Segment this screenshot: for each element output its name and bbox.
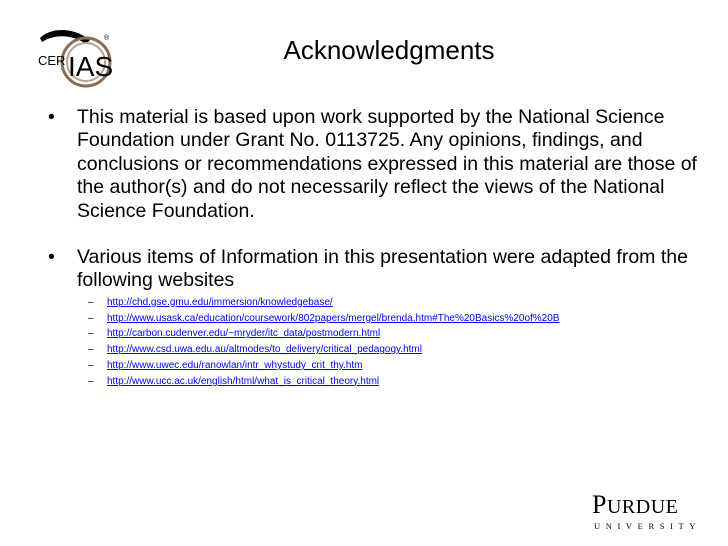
list-item (44, 342, 714, 358)
dash-marker: – (88, 312, 94, 324)
bullet-dot: • (48, 106, 55, 128)
bullet-sources (44, 246, 714, 293)
dash-marker: – (88, 328, 94, 340)
dash-marker: – (88, 375, 94, 387)
logo-text-left: CER (38, 53, 66, 68)
bullet-text: Various items of Information in this presentation were adapted from the following websites (77, 246, 688, 292)
slide-title: Acknowledgments (283, 35, 495, 65)
logo-text-right: IAS (68, 51, 114, 82)
purdue-university-label: UNIVERSITY (594, 521, 701, 531)
list-item (44, 295, 714, 311)
bullet-acknowledgment (44, 106, 714, 223)
purdue-rest: URDUE (606, 496, 679, 518)
source-link[interactable]: http://www.uwec.edu/ranowlan/intr_whystudy_crit_thy.htm (107, 360, 363, 372)
dash-marker: – (88, 344, 94, 356)
source-link-list (44, 295, 714, 390)
purdue-wordmark (592, 490, 678, 522)
list-item (44, 326, 714, 342)
bullet-dot: • (48, 246, 55, 269)
logo-registered-mark: ® (104, 35, 110, 42)
list-item (44, 311, 714, 327)
purdue-initial: P (592, 490, 607, 519)
source-link[interactable]: http://www.csd.uwa.edu.au/altmodes/to_delivery/critical_pedagogy.html (107, 344, 422, 356)
purdue-logo (592, 490, 708, 532)
list-item (44, 374, 714, 390)
source-link[interactable]: http://www.usask.ca/education/coursework/802papers/mergel/brenda.htm#The%20Basics%20of%20B (107, 312, 560, 324)
list-item (44, 358, 714, 374)
bullet-list (44, 106, 714, 390)
dash-marker: – (88, 296, 94, 308)
source-link[interactable]: http://carbon.cudenver.edu/~mryder/itc_data/postmodern.html (107, 328, 381, 340)
bullet-text: This material is based upon work supported by the National Science Foundation under Grant No. 0113725. Any opinions, findings, and conclusions or recommendations expressed in this material are those of the author(s) and do not necessarily reflect the views of the National Science Foundation. (77, 106, 697, 222)
source-link[interactable]: http://chd.gse.gmu.edu/immersion/knowledgebase/ (107, 296, 333, 308)
source-link[interactable]: http://www.ucc.ac.uk/english/html/what_is_critical_theory.html (107, 375, 380, 387)
dash-marker: – (88, 360, 94, 372)
